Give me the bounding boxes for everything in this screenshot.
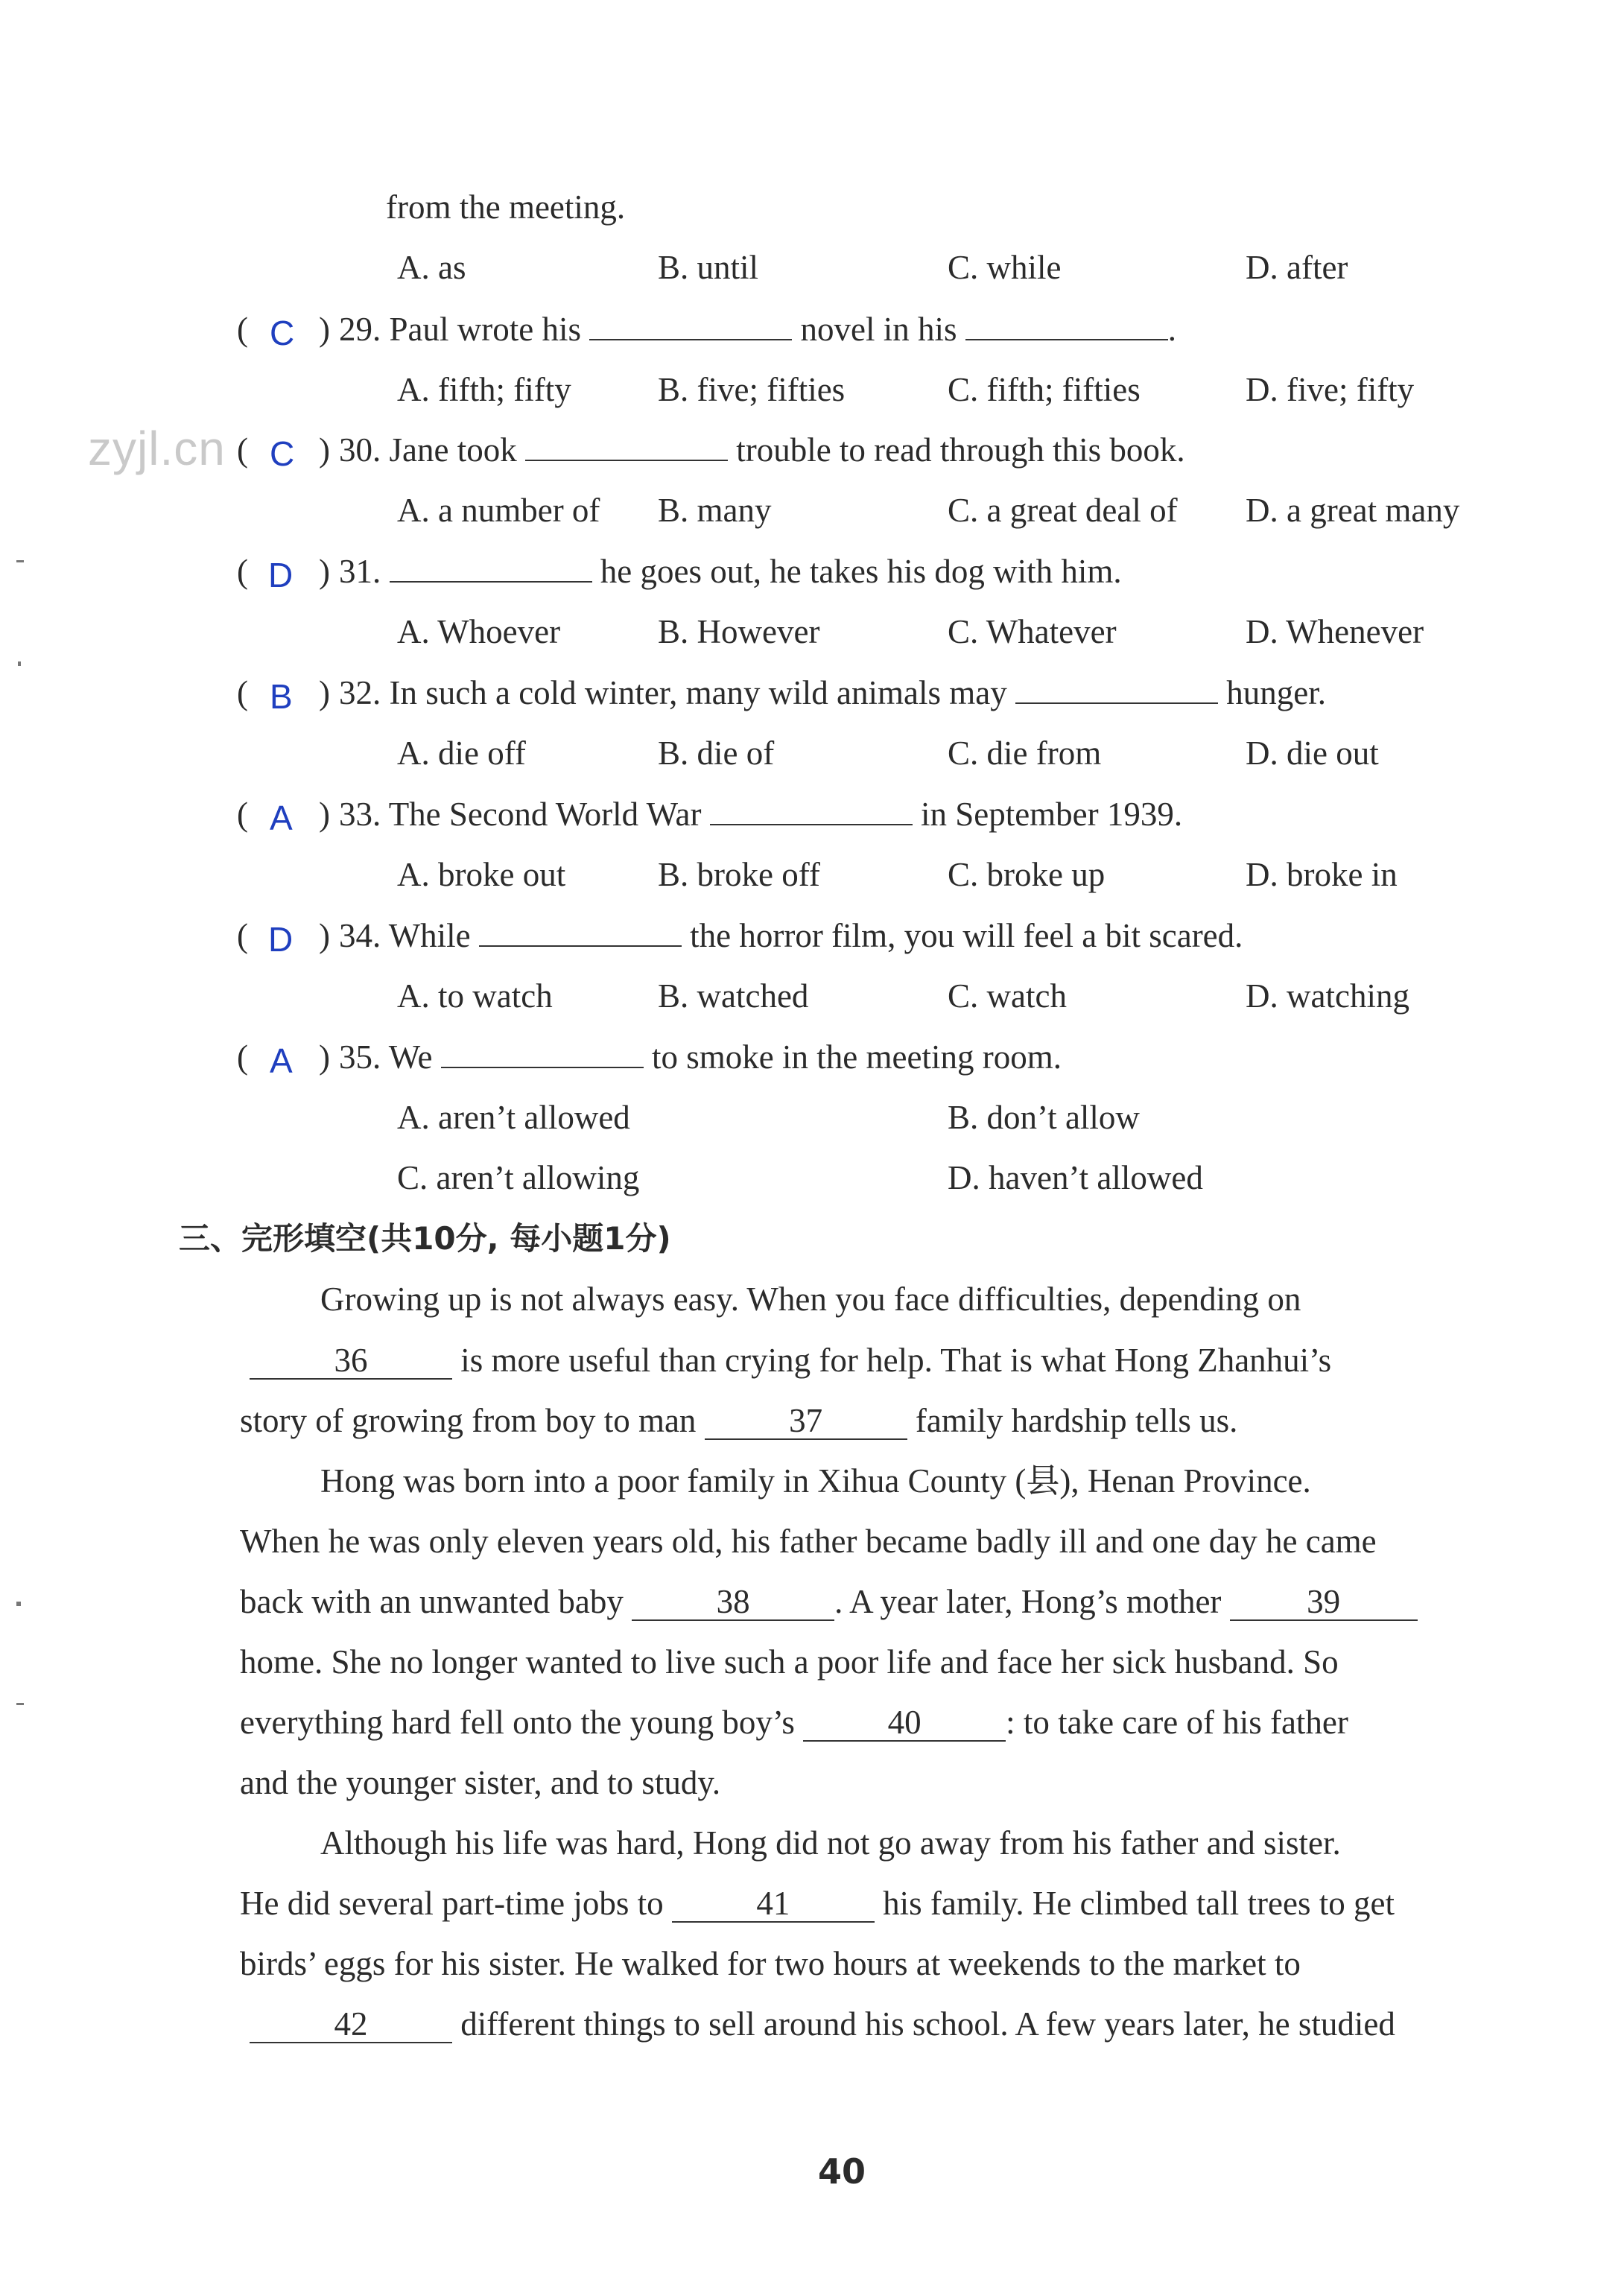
q35-option-b: B. don’t allow	[948, 1099, 1140, 1136]
q29-option-c: C. fifth; fifties	[948, 371, 1141, 408]
q34-option-a: A. to watch	[397, 977, 553, 1015]
scan-mark	[16, 1703, 24, 1705]
q34-answer: D	[268, 920, 294, 959]
blank-37: 37	[705, 1404, 907, 1440]
answer-paren: )	[319, 674, 330, 711]
passage-line: Growing up is not always easy. When you face difficulties, depending on	[320, 1281, 1301, 1318]
q34-text-pre: While	[388, 917, 471, 954]
blank-41: 41	[672, 1887, 875, 1923]
q33-text-post: in September 1939.	[920, 796, 1183, 833]
q32-option-a: A. die off	[397, 734, 526, 772]
q33-stem	[339, 798, 1182, 831]
page-number: 40	[818, 2151, 866, 2192]
blank-36: 36	[250, 1344, 452, 1380]
q28-option-a: A. as	[397, 249, 466, 286]
q35-option-d: D. haven’t allowed	[948, 1159, 1203, 1196]
q30-text-pre: Jane took	[389, 431, 517, 469]
q29-answer: C	[270, 314, 295, 352]
answer-blank	[589, 314, 792, 340]
q28-option-c: C. while	[948, 249, 1062, 286]
blank-39: 39	[1230, 1585, 1418, 1621]
q32-stem	[339, 676, 1326, 710]
passage-text: . A year later, Hong’s mother	[834, 1583, 1222, 1620]
q31-option-a: A. Whoever	[397, 613, 561, 650]
q29-stem	[339, 313, 1176, 346]
passage-line: Hong was born into a poor family in Xihua County (县), Henan Province.	[320, 1462, 1311, 1500]
scan-mark	[18, 661, 21, 666]
passage-line: birds’ eggs for his sister. He walked for two hours at weekends to the market to	[240, 1945, 1301, 1982]
passage-text: He did several part-time jobs to	[240, 1885, 664, 1922]
passage-line: home. She no longer wanted to live such a poor life and face her sick husband. So	[240, 1643, 1339, 1681]
scan-mark	[16, 1602, 21, 1606]
watermark-logo: zyjl.cn	[88, 422, 226, 475]
q32-text-pre: In such a cold winter, many wild animals may	[389, 674, 1007, 711]
answer-paren: )	[319, 553, 330, 590]
answer-paren: (	[237, 674, 248, 711]
q30-stem	[339, 431, 1185, 469]
q30-text-post: trouble to read through this book.	[736, 431, 1185, 469]
answer-paren: (	[237, 431, 248, 469]
q32-answer: B	[270, 677, 293, 716]
passage-line	[240, 1585, 1418, 1621]
q35-answer: A	[270, 1041, 293, 1080]
q34-option-d: D. watching	[1246, 977, 1409, 1015]
passage-text: back with an unwanted baby	[240, 1583, 624, 1620]
passage-line: and the younger sister, and to study.	[240, 1764, 721, 1801]
passage-line: Although his life was hard, Hong did not go away from his father and sister.	[320, 1824, 1341, 1862]
q30-option-c: C. a great deal of	[948, 492, 1178, 529]
passage-line	[240, 1706, 1348, 1742]
q29-text-post: .	[1167, 311, 1176, 348]
q31-number: 31.	[339, 553, 381, 590]
answer-paren: )	[319, 796, 330, 833]
answer-blank	[525, 434, 728, 461]
q29-option-b: B. five; fifties	[658, 371, 846, 408]
passage-text: story of growing from boy to man	[240, 1402, 697, 1439]
q33-option-b: B. broke off	[658, 856, 820, 893]
answer-blank	[479, 920, 682, 947]
q30-answer: C	[270, 434, 295, 473]
q28-continuation: from the meeting.	[386, 188, 626, 226]
q33-number: 33.	[339, 796, 381, 833]
q33-option-c: C. broke up	[948, 856, 1106, 893]
q35-text-pre: We	[388, 1038, 433, 1076]
q29-number: 29.	[339, 311, 381, 348]
q35-text-post: to smoke in the meeting room.	[652, 1038, 1062, 1076]
blank-38: 38	[632, 1585, 834, 1621]
q34-text-post: the horror film, you will feel a bit scared.	[690, 917, 1243, 954]
passage-text: is more useful than crying for help. That is what Hong Zhanhui’s	[460, 1342, 1332, 1379]
q30-number: 30.	[339, 431, 381, 469]
passage-line	[250, 2005, 1395, 2043]
answer-blank	[441, 1041, 644, 1068]
q35-stem	[339, 1038, 1062, 1076]
q32-number: 32.	[339, 674, 381, 711]
answer-paren: (	[237, 553, 248, 590]
q31-stem	[339, 555, 1122, 588]
q29-option-a: A. fifth; fifty	[397, 371, 571, 408]
passage-text: : to take care of his father	[1006, 1704, 1348, 1741]
q29-option-d: D. five; fifty	[1246, 371, 1415, 408]
q35-option-a: A. aren’t allowed	[397, 1099, 630, 1136]
q35-number: 35.	[339, 1038, 381, 1076]
q31-option-b: B. However	[658, 613, 820, 650]
answer-paren: )	[319, 917, 330, 954]
passage-text: everything hard fell onto the young boy’s	[240, 1704, 795, 1741]
q31-answer: D	[268, 556, 294, 594]
blank-40: 40	[803, 1706, 1006, 1742]
answer-paren: )	[319, 311, 330, 348]
passage-text: family hardship tells us.	[915, 1402, 1238, 1439]
q34-option-c: C. watch	[948, 977, 1067, 1015]
scan-mark	[16, 560, 24, 562]
q29-text-pre: Paul wrote his	[389, 311, 581, 348]
q32-option-b: B. die of	[658, 734, 775, 772]
q30-option-d: D. a great many	[1246, 492, 1460, 529]
q31-option-c: C. Whatever	[948, 613, 1117, 650]
q32-option-d: D. die out	[1246, 734, 1379, 772]
answer-paren: )	[319, 1038, 330, 1076]
q28-option-b: B. until	[658, 249, 759, 286]
q34-number: 34.	[339, 917, 381, 954]
q33-answer: A	[270, 799, 293, 837]
q34-option-b: B. watched	[658, 977, 809, 1015]
passage-line	[240, 1404, 1237, 1440]
q33-option-d: D. broke in	[1246, 856, 1398, 893]
answer-blank	[710, 799, 913, 825]
answer-paren: (	[237, 796, 248, 833]
q32-option-c: C. die from	[948, 734, 1102, 772]
q30-option-a: A. a number of	[397, 492, 600, 529]
passage-line: When he was only eleven years old, his father became badly ill and one day he came	[240, 1523, 1377, 1560]
q29-text-mid: novel in his	[800, 311, 957, 348]
passage-line	[240, 1887, 1395, 1923]
answer-blank	[1015, 677, 1218, 704]
passage-line	[250, 1344, 1331, 1380]
q33-option-a: A. broke out	[397, 856, 566, 893]
passage-text: different things to sell around his school. A few years later, he studied	[460, 2005, 1395, 2043]
answer-paren: (	[237, 311, 248, 348]
passage-text: his family. He climbed tall trees to get	[883, 1885, 1395, 1922]
answer-paren: (	[237, 917, 248, 954]
q35-option-c: C. aren’t allowing	[397, 1159, 640, 1196]
answer-paren: )	[319, 431, 330, 469]
q34-stem	[339, 919, 1243, 953]
answer-blank	[965, 314, 1168, 340]
q32-text-post: hunger.	[1226, 674, 1326, 711]
q31-text-post: he goes out, he takes his dog with him.	[600, 553, 1122, 590]
answer-blank	[390, 556, 592, 583]
section-heading: 三、完形填空(共10分, 每小题1分)	[179, 1220, 671, 1257]
q30-option-b: B. many	[658, 492, 772, 529]
q33-text-pre: The Second World War	[388, 796, 702, 833]
blank-42: 42	[250, 2008, 452, 2043]
answer-paren: (	[237, 1038, 248, 1076]
q31-option-d: D. Whenever	[1246, 613, 1424, 650]
q28-option-d: D. after	[1246, 249, 1348, 286]
